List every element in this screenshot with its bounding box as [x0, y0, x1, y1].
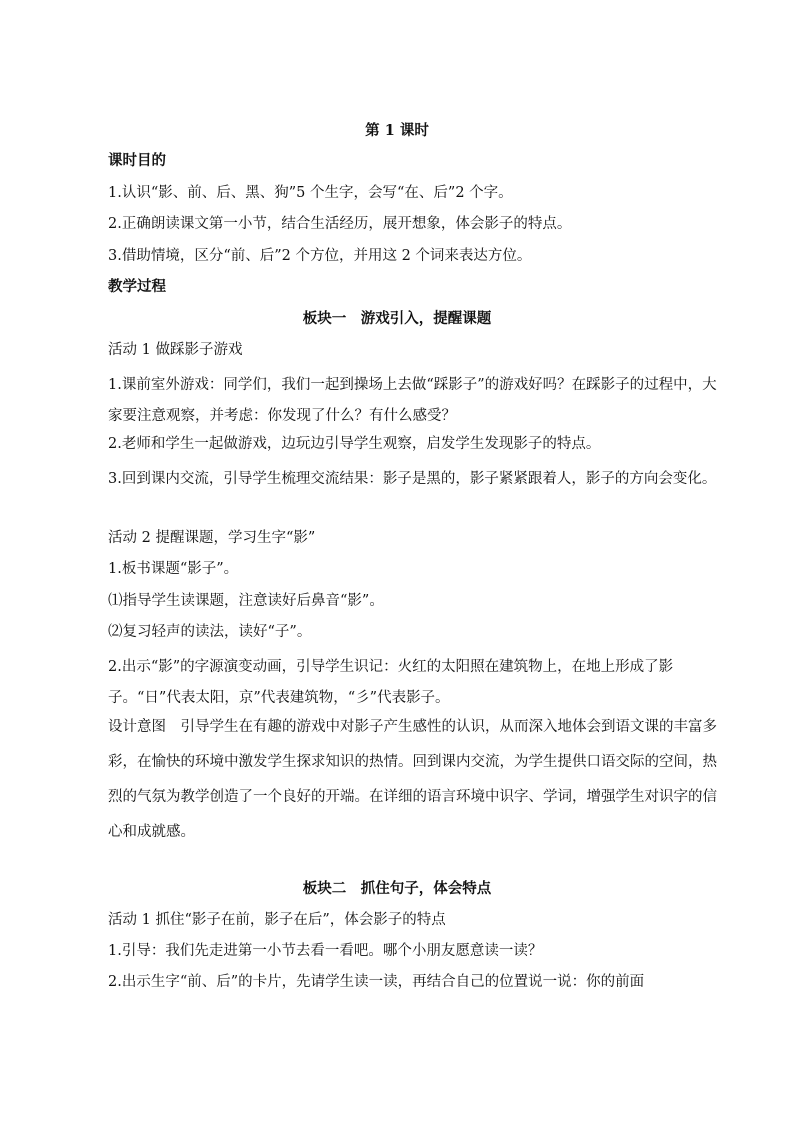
block2-activity1-step-2: 2.出示生字“前、后”的卡片，先请学生读一读，再结合自己的位置说一说：你的前面 [108, 974, 645, 990]
goals-heading: 课时目的 [108, 152, 166, 169]
block1-activity2-step-1b: ⑵复习轻声的读法，读好“子”。 [108, 624, 312, 640]
lesson-title: 第 1 课时 [365, 122, 429, 139]
block1-heading: 板块一 游戏引入，提醒课题 [302, 310, 492, 327]
block1-activity2-step-1: 1.板书课题“影子”。 [108, 561, 239, 577]
block1-activity2-heading: 活动 2 提醒课题，学习生字“影” [108, 530, 316, 546]
goal-3: 3.借助情境，区分“前、后”2 个方位，并用这 2 个词来表达方位。 [108, 248, 532, 264]
block1-activity2-step-1a: ⑴指导学生读课题，注意读好后鼻音“影”。 [108, 593, 384, 609]
block2-activity1-heading: 活动 1 抓住“影子在前，影子在后”，体会影子的特点 [108, 912, 446, 928]
block2-heading: 板块二 抓住句子，体会特点 [302, 880, 492, 897]
goal-1: 1.认识“影、前、后、黑、狗”5 个生字，会写“在、后”2 个字。 [108, 185, 513, 201]
block2-activity1-step-1: 1.引导：我们先走进第一小节去看一看吧。哪个小朋友愿意读一读？ [108, 943, 543, 959]
block1-activity1-heading: 活动 1 做踩影子游戏 [108, 342, 243, 358]
process-heading: 教学过程 [108, 278, 166, 295]
block1-activity2-step-2: 2.出示“影”的字源演变动画，引导学生识记：火红的太阳照在建筑物上，在地上形成了影子。“日”代表太阳，京”代表建筑物，“彡”代表影子。 [108, 659, 674, 706]
block1-activity1-step-1: 1.课前室外游戏：同学们，我们一起到操场上去做“踩影子”的游戏好吗？在踩影子的过程中，大家要注意观察，并考虑：你发现了什么？有什么感受？ [108, 377, 717, 424]
design-intent: 设计意图 引导学生在有趣的游戏中对影子产生感性的认识，从而深入地体会到语文课的丰富多彩，在愉快的环境中激发学生探求知识的热情。回到课内交流，为学生提供口语交际的空间，热烈的气氛为教学创造了一个良好的开端。在详细的语言环境中识字、学词，增强学生对识字的信心和成就感。 [108, 719, 717, 840]
goal-2: 2.正确朗读课文第一小节，结合生活经历，展开想象，体会影子的特点。 [108, 216, 572, 232]
block1-activity1-step-2: 2.老师和学生一起做游戏，边玩边引导学生观察，启发学生发现影子的特点。 [108, 436, 601, 452]
block1-activity1-step-3: 3.回到课内交流，引导学生梳理交流结果：影子是黑的，影子紧紧跟着人，影子的方向会变化。 [108, 471, 717, 487]
